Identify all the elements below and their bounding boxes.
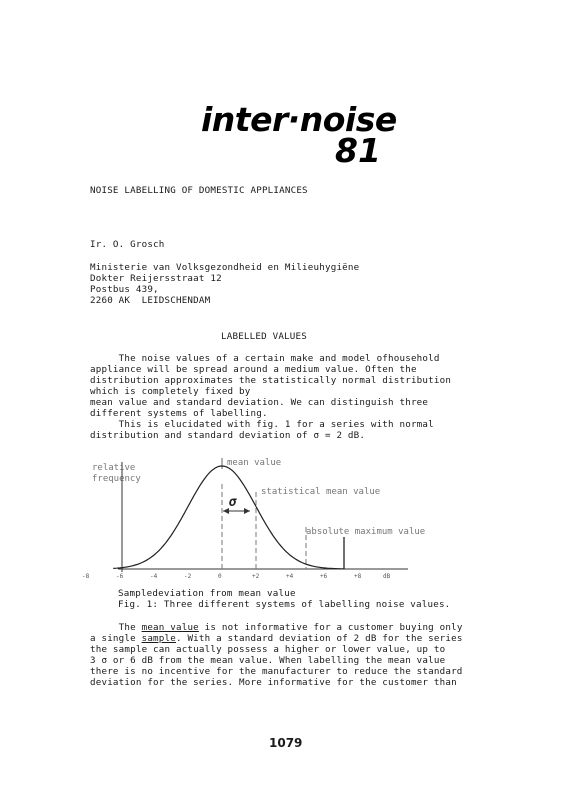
body-text-line: deviation for the series. More informative for the customer than bbox=[90, 677, 457, 688]
figure-caption: Fig. 1: Three different systems of labelling noise values. bbox=[118, 599, 451, 610]
body-text-line: the sample can actually possess a higher or lower value, up to bbox=[90, 644, 446, 655]
body-text-line: different systems of labelling. bbox=[90, 408, 268, 419]
body-text-line: This is elucidated with fig. 1 for a series with normal bbox=[90, 419, 434, 430]
x-tick-label: +8 bbox=[354, 573, 362, 580]
body-text-line: mean value and standard deviation. We can distinguish three bbox=[90, 397, 429, 408]
section-heading: LABELLED VALUES bbox=[221, 331, 307, 342]
underlined-term: sample bbox=[141, 633, 176, 644]
author-name: Ir. O. Grosch bbox=[90, 239, 165, 250]
body-text-line: The noise values of a certain make and model ofhousehold bbox=[90, 353, 440, 364]
distribution-curve bbox=[113, 466, 344, 569]
address-line: Postbus 439, bbox=[90, 284, 159, 295]
x-tick-label: -2 bbox=[184, 573, 192, 580]
y-axis-label: relative bbox=[92, 463, 136, 473]
body-text-line: which is completely fixed by bbox=[90, 386, 251, 397]
x-tick-labels bbox=[82, 573, 362, 580]
x-tick-label: +4 bbox=[286, 573, 294, 580]
figure-axis-caption: Sampledeviation from mean value bbox=[118, 588, 296, 599]
body-text-line: distribution approximates the statistically normal distribution bbox=[90, 375, 452, 386]
text-span: The bbox=[90, 622, 142, 633]
text-span: . With a standard deviation of 2 dB for the series bbox=[175, 633, 463, 644]
address-line: 2260 AK LEIDSCHENDAM bbox=[90, 295, 211, 306]
page-number: 1079 bbox=[269, 736, 303, 750]
x-tick-label: -4 bbox=[150, 573, 158, 580]
absolute-maximum-label: absolute maximum value bbox=[306, 527, 426, 537]
body-text-line bbox=[90, 622, 463, 633]
x-tick-label: +2 bbox=[252, 573, 260, 580]
body-text-line bbox=[90, 633, 463, 644]
x-tick-label: 0 bbox=[218, 573, 222, 580]
text-span: a single bbox=[90, 633, 142, 644]
body-text-line: distribution and standard deviation of σ = 2 dB. bbox=[90, 430, 366, 441]
sigma-label: σ bbox=[229, 495, 237, 510]
sigma-arrow-head-right bbox=[244, 508, 250, 514]
conference-logo-text: inter·noise bbox=[201, 100, 397, 139]
x-unit-label: dB bbox=[383, 573, 391, 580]
mean-value-label: mean value bbox=[227, 458, 282, 468]
body-text-line: there is no incentive for the manufacturer to reduce the standard bbox=[90, 666, 463, 677]
text-span: is not informative for a customer buying only bbox=[198, 622, 463, 633]
y-axis-label: frequency bbox=[92, 474, 141, 484]
body-text-line: appliance will be spread around a medium value. Often the bbox=[90, 364, 417, 375]
x-tick-label: -8 bbox=[82, 573, 90, 580]
statistical-mean-label: statistical mean value bbox=[261, 487, 381, 497]
address-line: Dokter Reijersstraat 12 bbox=[90, 273, 222, 284]
x-tick-label: +6 bbox=[320, 573, 328, 580]
body-text-line: 3 σ or 6 dB from the mean value. When labelling the mean value bbox=[90, 655, 446, 666]
conference-logo-year: 81 bbox=[335, 131, 381, 170]
underlined-term: mean value bbox=[141, 622, 199, 633]
paper-title: NOISE LABELLING OF DOMESTIC APPLIANCES bbox=[90, 185, 308, 196]
address-line: Ministerie van Volksgezondheid en Milieuhygiëne bbox=[90, 262, 360, 273]
x-tick-label: -6 bbox=[116, 573, 124, 580]
